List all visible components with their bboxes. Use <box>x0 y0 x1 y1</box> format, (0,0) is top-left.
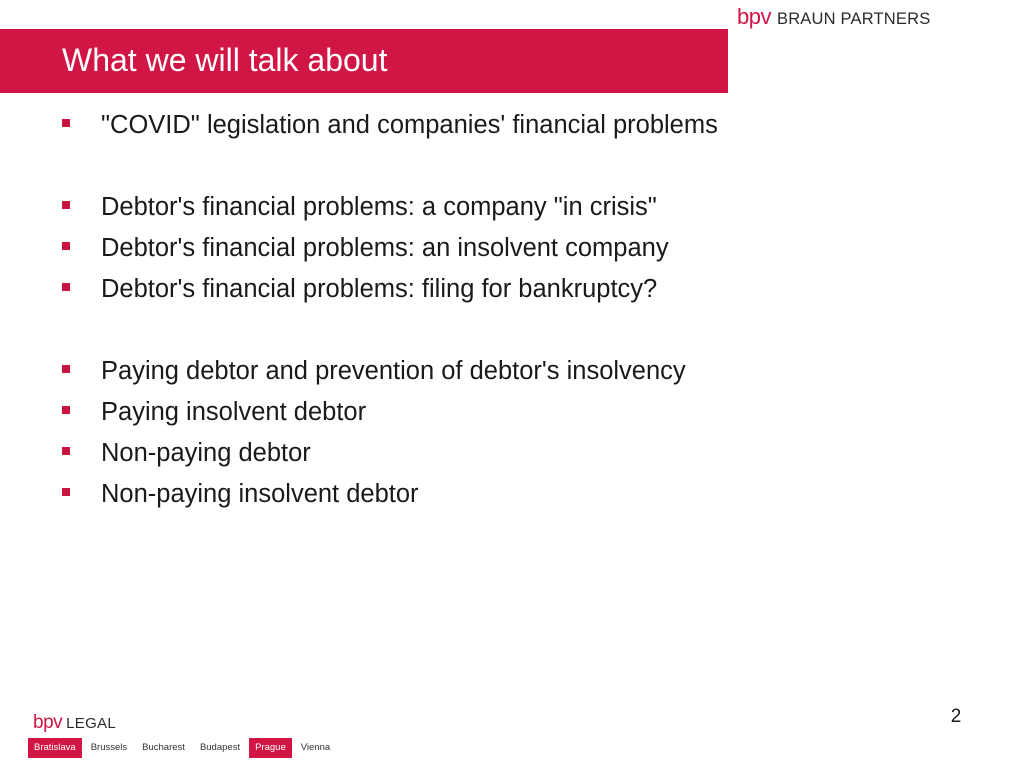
square-bullet-icon <box>62 201 70 209</box>
page-number: 2 <box>950 706 962 727</box>
agenda-item <box>62 109 718 141</box>
office-bucharest: Bucharest <box>142 742 185 753</box>
office-locations <box>28 738 339 758</box>
agenda-item <box>62 355 686 387</box>
agenda-item <box>62 191 657 223</box>
office-bratislava: Bratislava <box>28 738 82 758</box>
square-bullet-icon <box>62 119 70 127</box>
square-bullet-icon <box>62 365 70 373</box>
office-prague: Prague <box>249 738 292 758</box>
braun-partners-logo <box>737 4 930 30</box>
slide-title: What we will talk about <box>62 42 388 78</box>
square-bullet-icon <box>62 242 70 250</box>
square-bullet-icon <box>62 406 70 414</box>
agenda-item <box>62 437 311 469</box>
title-bar <box>0 29 728 93</box>
agenda-item-text: Paying insolvent debtor <box>101 397 367 426</box>
agenda-item <box>62 273 657 305</box>
agenda-item-text: Debtor's financial problems: an insolvent company <box>101 233 669 262</box>
square-bullet-icon <box>62 447 70 455</box>
brand-name: BRAUN PARTNERS <box>776 10 931 28</box>
agenda-item-text: Non-paying debtor <box>101 438 311 467</box>
bpv-legal-mark: bpv <box>33 712 63 733</box>
square-bullet-icon <box>62 488 70 496</box>
agenda-item-text: Paying debtor and prevention of debtor's insolvency <box>101 356 686 385</box>
office-budapest: Budapest <box>199 742 241 753</box>
bpv-legal-logo <box>33 712 116 736</box>
agenda-item-text: Non-paying insolvent debtor <box>101 479 419 508</box>
agenda-item-text: Debtor's financial problems: filing for bankruptcy? <box>101 274 658 303</box>
agenda-item-text: "COVID" legislation and companies' financial problems <box>101 110 718 139</box>
bpv-logo-mark: bpv <box>737 4 771 29</box>
office-brussels: Brussels <box>90 742 128 753</box>
office-vienna: Vienna <box>300 742 331 753</box>
agenda-item-text: Debtor's financial problems: a company "in crisis" <box>101 192 657 221</box>
agenda-item <box>62 232 669 264</box>
agenda-item <box>62 396 366 428</box>
square-bullet-icon <box>62 283 70 291</box>
legal-name: LEGAL <box>66 715 117 732</box>
agenda-item <box>62 478 419 510</box>
